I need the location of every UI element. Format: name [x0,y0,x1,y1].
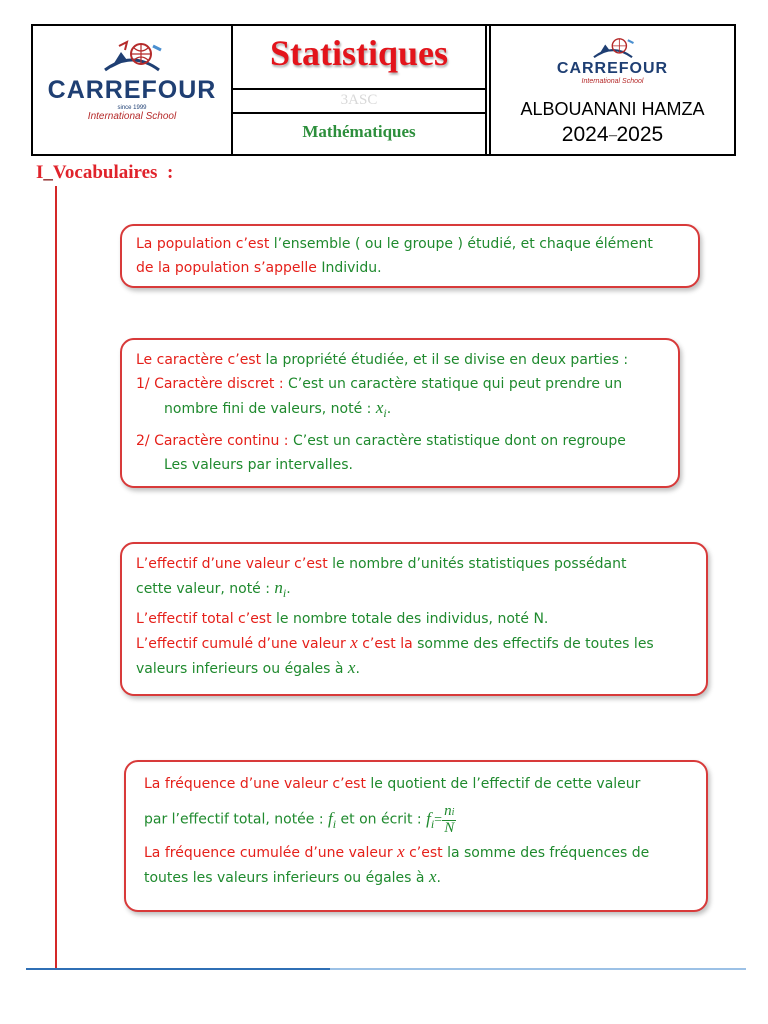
punctuation: . [355,661,360,677]
year-dash: ---- [608,130,617,141]
term-caractere-continu: 2/ Caractère continu : [136,433,289,449]
definition-text: le nombre totale des individus, noté N. [271,611,549,627]
box-line [136,576,692,605]
fraction-ni-over-N [442,804,456,835]
section-colon: : [166,162,174,183]
definition-text: par l’effectif total, notée : [144,811,329,828]
definition-text: la propriété étudiée, et il se divise en deux parties : [261,352,629,368]
school-tagline-small: International School [581,78,644,85]
term-effectif-cumule: L’effectif cumulé d’une valeur [136,636,351,652]
definition-text: Les valeurs par intervalles. [164,457,353,473]
definition-text: cette valeur, noté : [136,581,275,597]
punctuation: . [436,869,441,886]
fraction-numerator [442,804,456,821]
header-author-cell [489,26,734,154]
author-name: ALBOUANANI HAMZA [520,99,705,119]
box-line [144,865,688,890]
section-number: I [36,162,44,183]
globe-emblem-icon [97,40,167,74]
term-effectif-cumule-end: c’est la [357,636,413,652]
symbol-n: n [274,578,283,597]
definition-text: nombre fini de valeurs, noté : [164,401,376,417]
definition-text: valeurs inferieurs ou égales à [136,661,348,677]
symbol-x: x [428,866,437,886]
header-table [31,24,736,156]
term-caractere: Le caractère c’est [136,352,262,368]
box-line [136,607,692,631]
symbol-ni [274,578,287,600]
definition-text: C’est un caractère statique qui peut prendre un [283,376,623,392]
symbol-subscript: i [332,816,337,831]
term-frequence-cumulee-end: c’est [404,844,443,861]
symbol-subscript: i [430,816,435,831]
definition-text: l’ensemble ( ou le groupe ) étudié, et chaque élément [269,236,653,252]
subject-name: Mathématiques [302,122,416,141]
definition-text: C’est un caractère statistique dont on regroupe [288,433,626,449]
term-caractere-discret: 1/ Caractère discret : [136,376,284,392]
year-end: 2025 [616,123,664,146]
symbol-x: x [397,841,405,861]
school-brand-small: CARREFOUR [556,60,669,77]
definition-text: la somme des fréquences de [442,844,650,861]
definition-box-caractere [120,338,680,488]
box-line [144,772,688,796]
definition-text: le nombre d’unités statistiques possédant [327,556,627,572]
header-logo-cell [33,26,233,154]
box-line [136,348,664,372]
symbol-f: f [328,808,333,828]
school-brand: CARREFOUR [47,76,217,104]
definition-box-frequence [124,760,708,912]
symbol-subscript: i [383,406,387,420]
definition-text: le quotient de l’effectif de cette valeur [365,776,641,792]
globe-emblem-icon [587,36,639,60]
school-logo-small [491,36,734,85]
school-logo [33,40,231,122]
school-year [491,123,734,147]
term-population: La population c’est [136,236,270,252]
definition-box-population [120,224,700,288]
symbol-x: x [347,658,356,677]
box-line [136,256,684,280]
formula-fi [426,808,435,831]
footer-rule-light [330,968,746,970]
year-start: 2024 [561,123,609,146]
box-line [136,552,692,576]
term-frequence-cumulee: La fréquence cumulée d’une valeur [144,844,398,861]
term-effectif: L’effectif d’une valeur c’est [136,556,328,572]
section-title: Vocabulaires [52,162,158,183]
fraction-denominator: N [444,820,455,836]
box-line [144,804,688,838]
symbol-x: x [375,398,384,417]
symbol-f: f [426,808,431,828]
school-tagline: International School [87,111,177,122]
school-since: since 1999 [117,105,147,111]
symbol-xi [375,398,387,420]
box-line [136,372,664,396]
symbol-subscript: i [451,807,455,818]
definition-text: somme des effectifs de toutes les [412,636,654,652]
definition-text: et on écrit : [336,811,427,828]
definition-text: Individu. [316,260,382,276]
definition-box-effectif [120,542,708,696]
box-line [136,429,664,453]
term-effectif-total: L’effectif total c’est [136,611,272,627]
page-title: Statistiques [269,33,449,73]
equals-sign: = [434,812,443,828]
section-separator: _ [43,162,53,183]
box-line [144,840,688,865]
punctuation: . [286,581,291,597]
header-title-cell [233,26,487,154]
definition-text: toutes les valeurs inferieurs ou égales à [144,869,429,886]
symbol-fi [328,808,337,831]
margin-line [55,186,57,970]
symbol-n: n [444,803,452,819]
symbol-subscript: i [282,586,287,600]
box-line [136,631,692,656]
punctuation: . [386,401,392,417]
term-frequence: La fréquence d’une valeur c’est [144,776,366,792]
section-heading [36,162,173,184]
term-individu: de la population s’appelle [136,260,317,276]
box-line [136,396,664,425]
class-level: 3ASC [233,88,485,114]
box-line [136,656,692,681]
box-line [136,453,664,477]
box-line [136,232,684,256]
symbol-x: x [350,633,358,652]
